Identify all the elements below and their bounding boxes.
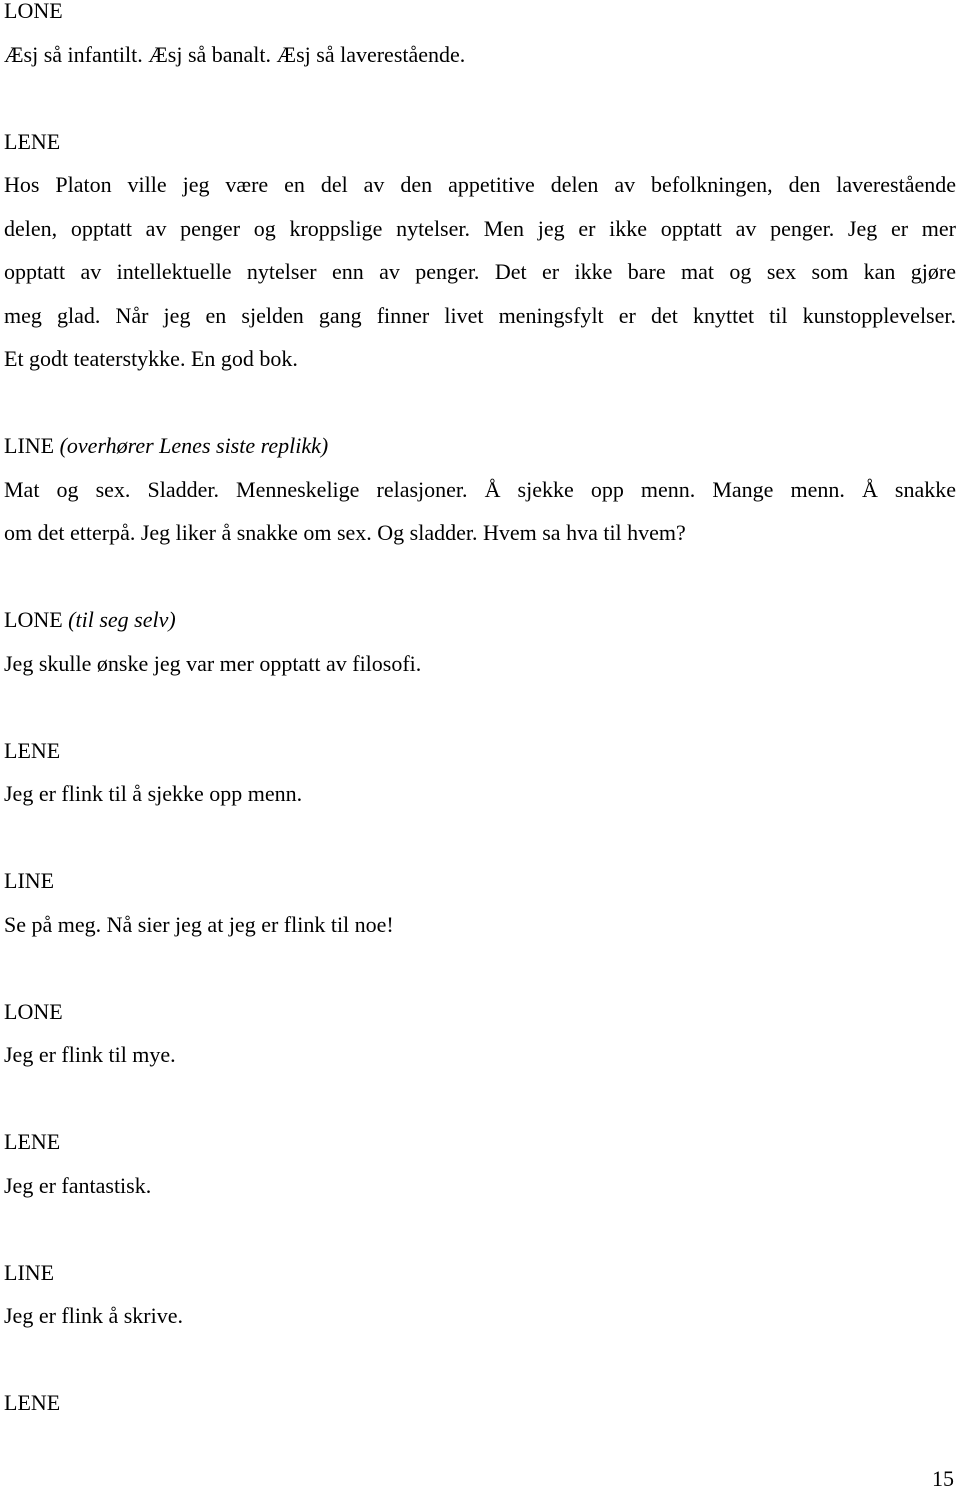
block-spacer (4, 566, 956, 610)
page-number: 15 (932, 1466, 954, 1491)
block-spacer (4, 696, 956, 740)
speaker-name: LENE (4, 128, 61, 154)
dialogue-line: Se på meg. Nå sier jeg at jeg er flink til noe! (4, 911, 394, 937)
speaker-line (4, 1131, 956, 1175)
speaker-name: LINE (4, 433, 55, 458)
dialogue-line: Jeg er flink til mye. (4, 1042, 176, 1067)
dialogue-block (4, 128, 956, 392)
speaker-line (4, 609, 956, 653)
speaker-name: LINE (4, 1259, 55, 1285)
dialogue-block (4, 1392, 956, 1436)
dialogue-line: Jeg skulle ønske jeg var mer opptatt av filosofi. (4, 650, 422, 676)
dialogue-line: Æsj så infantilt. Æsj så banalt. Æsj så laverestående. (4, 41, 466, 67)
block-spacer (4, 1218, 956, 1262)
speaker-line (4, 0, 956, 44)
block-spacer (4, 392, 956, 436)
dialogue-line: om det etterpå. Jeg liker å snakke om sex. Og sladder. Hvem sa hva til hvem? (4, 520, 686, 545)
dialogue-block (4, 737, 956, 827)
dialogue-line: delen, opptatt av penger og kroppslige nytelser. Men jeg er ikke opptatt av penger. Jeg er mer (4, 215, 956, 241)
dialogue-block (4, 1131, 956, 1218)
block-spacer (4, 827, 956, 871)
dialogue-line: Et godt teaterstykke. En god bok. (4, 346, 298, 371)
script-body (4, 0, 956, 1436)
dialogue-line: meg glad. Når jeg en sjelden gang finner livet meningsfylt er det knyttet til kunstopplevelser. (4, 302, 956, 328)
block-spacer (4, 1088, 956, 1132)
stage-direction: (til seg selv) (68, 607, 176, 632)
speaker-name: LENE (4, 1390, 61, 1415)
speaker-line (4, 870, 956, 914)
dialogue-line: Jeg er flink til å sjekke opp menn. (4, 781, 303, 806)
block-spacer (4, 1349, 956, 1393)
speaker-name: LENE (4, 737, 61, 763)
dialogue-block (4, 1259, 956, 1349)
dialogue-line: Hos Platon ville jeg være en del av den appetitive delen av befolkningen, den laverestående (4, 172, 956, 197)
speaker-line (4, 435, 956, 479)
block-spacer (4, 957, 956, 1001)
dialogue-block (4, 609, 956, 696)
speaker-name: LONE (4, 0, 63, 23)
dialogue-block (4, 0, 956, 87)
speaker-name: LONE (4, 998, 63, 1024)
speaker-line (4, 998, 956, 1045)
speaker-name: LINE (4, 868, 55, 893)
dialogue-block (4, 870, 956, 957)
speaker-line (4, 128, 956, 175)
speaker-line (4, 1392, 956, 1436)
speaker-name: LENE (4, 1129, 61, 1154)
speaker-line (4, 737, 956, 784)
dialogue-line: Jeg er flink å skrive. (4, 1303, 183, 1328)
dialogue-block (4, 435, 956, 566)
speaker-name: LONE (4, 607, 63, 632)
dialogue-line: Jeg er fantastisk. (4, 1172, 152, 1198)
block-spacer (4, 87, 956, 131)
stage-direction: (overhører Lenes siste replikk) (59, 433, 329, 458)
dialogue-block (4, 998, 956, 1088)
dialogue-line: Mat og sex. Sladder. Menneskelige relasjoner. Å sjekke opp menn. Mange menn. Å snakke (4, 476, 956, 502)
speaker-line (4, 1259, 956, 1306)
dialogue-line: opptatt av intellektuelle nytelser enn av penger. Det er ikke bare mat og sex som kan gjøre (4, 259, 956, 284)
